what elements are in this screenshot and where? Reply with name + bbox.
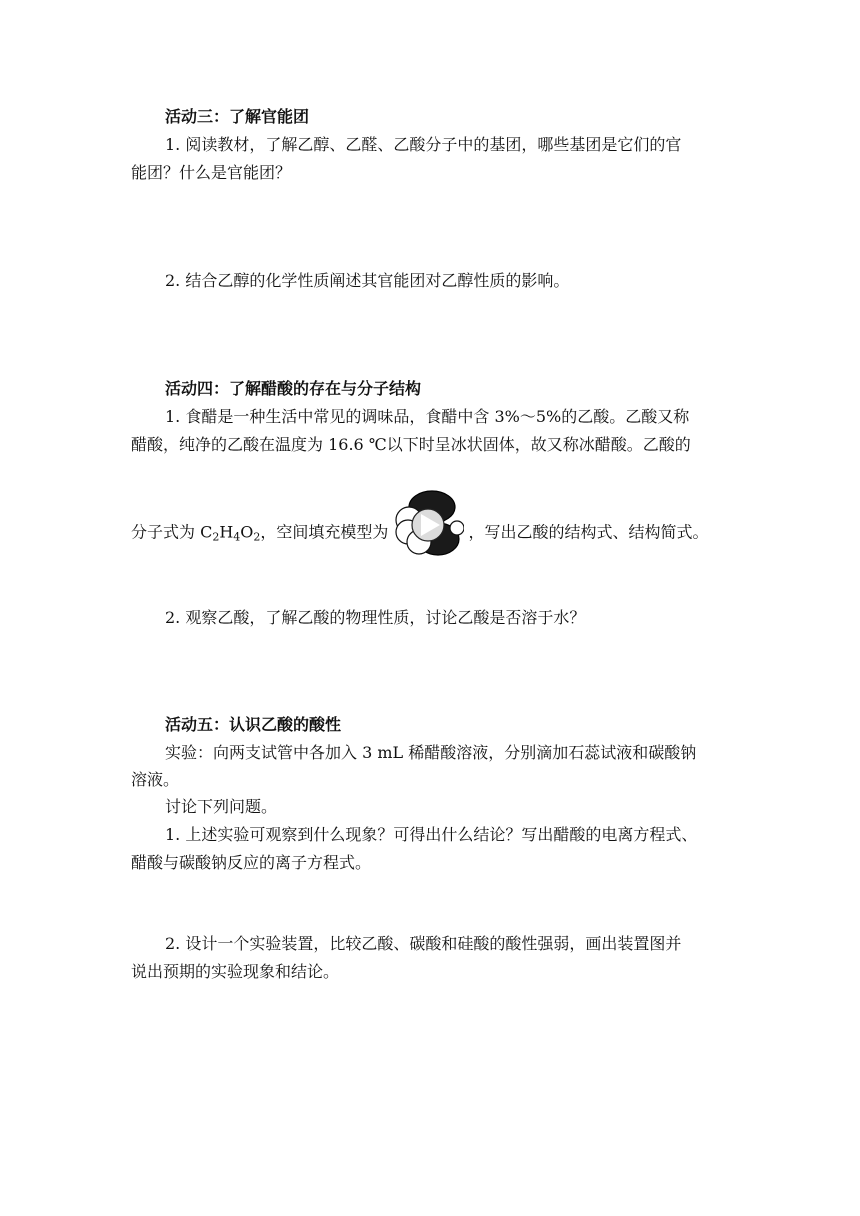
activity5-q2-line1: 2. 设计一个实验装置，比较乙酸、碳酸和硅酸的酸性强弱，画出装置图并 (165, 934, 682, 953)
acetic-acid-space-filling-model-image (392, 490, 464, 556)
activity3-q2: 2. 结合乙醇的化学性质阐述其官能团对乙醇性质的影响。 (165, 271, 570, 290)
activity3-q1-line1: 1. 阅读教材，了解乙醇、乙醛、乙酸分子中的基团，哪些基团是它们的官 (165, 135, 682, 154)
activity5-heading: 活动五：认识乙酸的酸性 (165, 715, 342, 734)
activity4-q1-line2: 醋酸，纯净的乙酸在温度为 16.6 ℃以下时呈冰状固体，故又称冰醋酸。乙酸的 (131, 435, 691, 454)
activity5-discuss: 讨论下列问题。 (165, 797, 278, 816)
model-suffix-text: ，写出乙酸的结构式、结构简式。 (468, 522, 709, 542)
activity5-q1-line1: 1. 上述实验可观察到什么现象？可得出什么结论？写出醋酸的电离方程式、 (165, 825, 698, 844)
activity3-q1-line2: 能团？什么是官能团？ (131, 163, 292, 182)
model-intro-text: ，空间填充模型为 (260, 522, 389, 542)
activity4-heading: 活动四：了解醋酸的存在与分子结构 (165, 379, 422, 398)
activity4-q2: 2. 观察乙酸，了解乙酸的物理性质，讨论乙酸是否溶于水？ (165, 608, 586, 627)
formula-sub-o: 2 (253, 530, 261, 544)
formula-sub-c: 2 (212, 530, 220, 544)
activity5-experiment-line1: 实验：向两支试管中各加入 3 mL 稀醋酸溶液，分别滴加石蕊试液和碳酸钠 (165, 743, 697, 762)
activity5-experiment-line2: 溶液。 (131, 770, 180, 789)
activity4-q1-line3 (131, 500, 708, 566)
formula-h: H (219, 522, 234, 542)
activity5-q2-line2: 说出预期的实验现象和结论。 (131, 962, 340, 981)
activity3-heading: 活动三：了解官能团 (165, 107, 310, 126)
formula-o: O (240, 522, 254, 542)
formula-prefix: 分子式为 C (131, 522, 213, 542)
formula-sub-h: 4 (233, 530, 241, 544)
activity5-q1-line2: 醋酸与碳酸钠反应的离子方程式。 (131, 853, 372, 872)
activity4-q1-line1: 1. 食醋是一种生活中常见的调味品，食醋中含 3%～5%的乙酸。乙酸又称 (165, 407, 690, 426)
